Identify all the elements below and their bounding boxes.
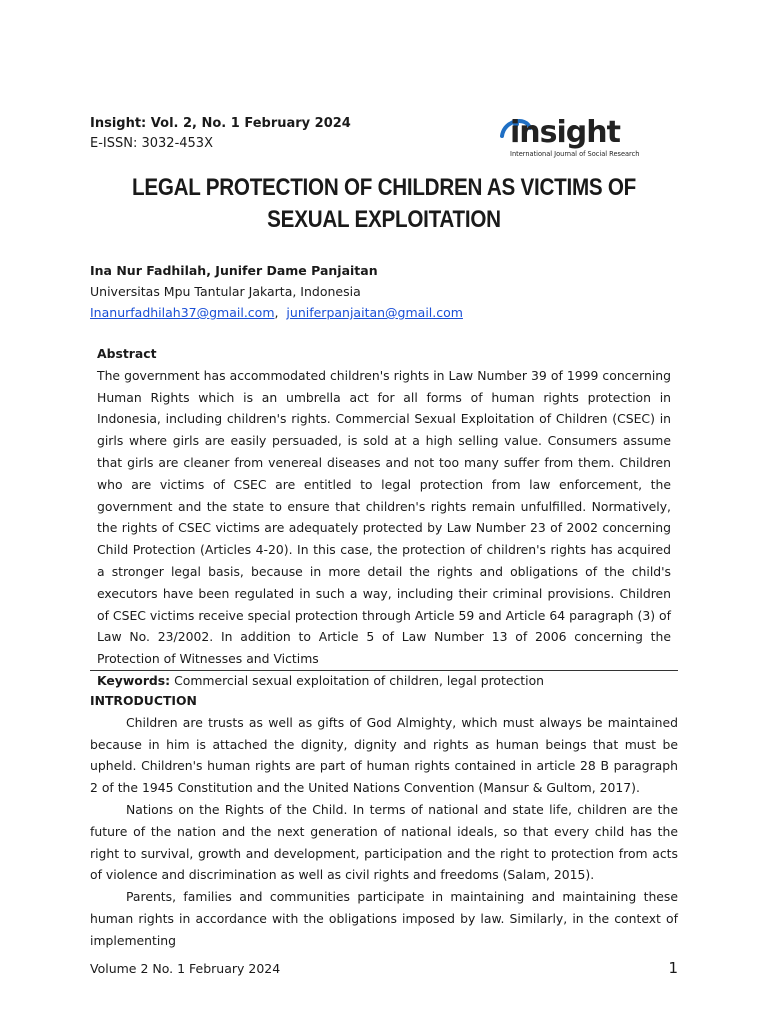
journal-logo bbox=[498, 114, 680, 164]
paper-page bbox=[90, 0, 678, 1024]
keywords-text: Commercial sexual exploitation of children, legal protection bbox=[174, 672, 545, 688]
abstract-section bbox=[97, 343, 671, 692]
introduction-heading: INTRODUCTION bbox=[90, 693, 197, 708]
page-footer bbox=[90, 961, 678, 976]
logo-tagline: International Journal of Social Research bbox=[510, 150, 640, 158]
abstract-heading: Abstract bbox=[97, 346, 157, 361]
abstract-text: The government has accommodated children's rights in Law Number 39 of 1999 concerning Human Rights which is an umbrella act for all forms of human rights protection in Indonesia, including children's rights. Commercial Sexual Exploitation of Children (CSEC) in girls where girls are easily persuaded, is sold at a high selling value. Consumers assume that girls are cleaner from venereal diseases and not too many suffer from them. Children who are victims of CSEC are entitled to legal protection from law enforcement, the government and the state to ensure that children's rights remain unfulfilled. Normatively, the rights of CSEC victims are adequately protected by Law Number 23 of 2002 concerning Child Protection (Articles 4-20). In this case, the protection of children's rights has acquired a stronger legal basis, because in more detail the rights and obligations of the child's executors have been regulated in such a way, including their criminal provisions. Children of CSEC victims receive special protection through Article 59 and Article 64 paragraph (3) of Law No. 23/2002. In addition to Article 5 of Law Number 13 of 2006 concerning the Protection of Witnesses and Victims bbox=[97, 367, 671, 667]
logo-wordmark: insight bbox=[510, 115, 620, 150]
page-number: 1 bbox=[668, 959, 678, 977]
email-link-2[interactable]: juniferpanjaitan@gmail.com bbox=[286, 305, 463, 320]
footer-issue: Volume 2 No. 1 February 2024 bbox=[90, 961, 281, 976]
intro-paragraph: Nations on the Rights of the Child. In terms of national and state life, children are the future of the nation and the next generation of national ideals, so that every child has the right to survival, growth and development, participation and the right to protection from acts of violence and discrimination as well as civil rights and freedoms (Salam, 2015). bbox=[90, 801, 678, 883]
section-divider bbox=[90, 670, 678, 671]
author-affiliation: Universitas Mpu Tantular Jakarta, Indonesia bbox=[90, 284, 361, 299]
introduction-section bbox=[90, 690, 678, 952]
keywords-label: Keywords: bbox=[97, 672, 171, 688]
author-emails: Inanurfadhilah37@gmail.com, juniferpanjaitan@gmail.com bbox=[90, 305, 463, 320]
journal-issn: E-ISSN: 3032-453X bbox=[90, 136, 213, 151]
keywords-line bbox=[97, 670, 671, 692]
intro-paragraph: Children are trusts as well as gifts of God Almighty, which must always be maintained because in him is attached the dignity, dignity and rights as human beings that must be upheld. Children's human rights are part of human rights contained in article 28 B paragraph 2 of the 1945 Constitution and the United Nations Convention (Mansur & Gultom, 2017). bbox=[90, 714, 678, 796]
intro-paragraph: Parents, families and communities participate in maintaining and maintaining these human rights in accordance with the obligations imposed by law. Similarly, in the context of implementing bbox=[90, 889, 678, 948]
author-block bbox=[90, 260, 463, 323]
journal-header bbox=[90, 114, 351, 154]
paper-title: LEGAL PROTECTION OF CHILDREN AS VICTIMS OF SEXUAL EXPLOITATION bbox=[131, 174, 637, 233]
journal-volume: Insight: Vol. 2, No. 1 February 2024 bbox=[90, 116, 351, 131]
email-link-1[interactable]: Inanurfadhilah37@gmail.com bbox=[90, 305, 275, 320]
author-names: Ina Nur Fadhilah, Junifer Dame Panjaitan bbox=[90, 263, 378, 278]
